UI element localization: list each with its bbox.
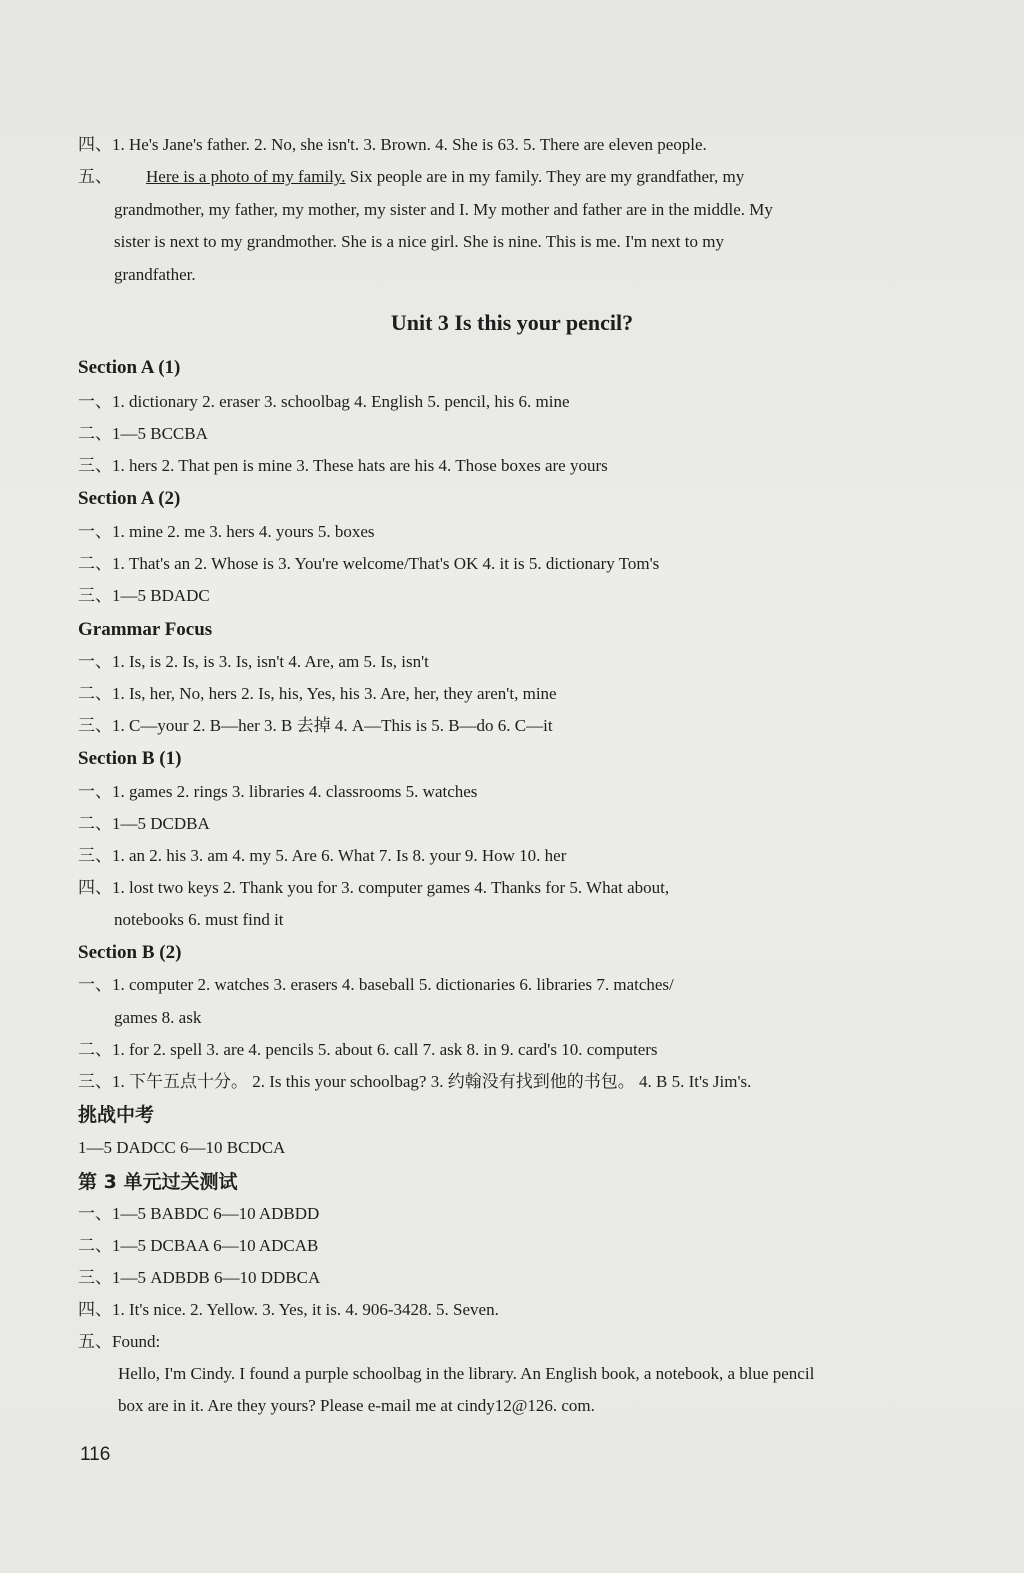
a1-line2: 二、1—5 BCCBA [78, 424, 208, 443]
test-line2: 二、1—5 DCBAA 6—10 ADCAB [78, 1236, 319, 1255]
a2-line2: 二、1. That's an 2. Whose is 3. You're welcome/That's OK 4. it is 5. dictionary Tom's [78, 554, 660, 573]
b1-line3: 三、1. an 2. his 3. am 4. my 5. Are 6. What 7. Is 8. your 9. How 10. her [78, 846, 567, 865]
unit-test-heading: 第 3 单元过关测试 [78, 1171, 238, 1193]
b1-line2: 二、1—5 DCDBA [78, 814, 210, 833]
test-line4: 四、1. It's nice. 2. Yellow. 3. Yes, it is. 4. 906-3428. 5. Seven. [78, 1300, 499, 1319]
b2-line1: 一、1. computer 2. watches 3. erasers 4. baseball 5. dictionaries 6. libraries 7. matches/ [78, 975, 674, 994]
gf-line2: 二、1. Is, her, No, hers 2. Is, his, Yes, his 3. Are, her, they aren't, mine [78, 684, 557, 703]
a1-line3: 三、1. hers 2. That pen is mine 3. These hats are his 4. Those boxes are yours [78, 456, 608, 475]
zk-line1: 1—5 DADCC 6—10 BCDCA [78, 1138, 286, 1157]
top-s5-line1 [78, 166, 978, 188]
page-number: 116 [80, 1444, 111, 1465]
b2-line4: 三、1. 下午五点十分。 2. Is this your schoolbag? 3. 约翰没有找到他的书包。 4. B 5. It's Jim's. [78, 1072, 752, 1091]
section-b1-heading: Section B (1) [78, 748, 182, 769]
section-a2-heading: Section A (2) [78, 488, 181, 509]
b1-line5: notebooks 6. must find it [114, 910, 284, 929]
unit-title: Unit 3 Is this your pencil? [390, 310, 634, 335]
b1-line4: 四、1. lost two keys 2. Thank you for 3. computer games 4. Thanks for 5. What about, [78, 878, 670, 897]
gf-line1: 一、1. Is, is 2. Is, is 3. Is, isn't 4. Are, am 5. Is, isn't [78, 652, 429, 671]
grammar-focus-heading: Grammar Focus [78, 619, 213, 640]
b2-line2: games 8. ask [114, 1008, 202, 1027]
section-a1-heading: Section A (1) [78, 357, 181, 378]
top-s5-line2: grandmother, my father, my mother, my sister and I. My mother and father are in the middle. My [114, 200, 773, 219]
s5-label: 五、 [78, 167, 112, 186]
top-s5-line4: grandfather. [114, 265, 196, 284]
test-line5: 五、Found: [78, 1332, 161, 1351]
test-line1: 一、1—5 BABDC 6—10 ADBDD [78, 1204, 320, 1223]
a2-line3: 三、1—5 BDADC [78, 586, 210, 605]
a2-line1: 一、1. mine 2. me 3. hers 4. yours 5. boxes [78, 522, 375, 541]
a1-line1: 一、1. dictionary 2. eraser 3. schoolbag 4. English 5. pencil, his 6. mine [78, 392, 570, 411]
test-line7: box are in it. Are they yours? Please e-mail me at cindy12@126. com. [118, 1396, 595, 1415]
zhongkao-heading: 挑战中考 [78, 1104, 155, 1126]
test-line6: Hello, I'm Cindy. I found a purple schoolbag in the library. An English book, a notebook, a blue pencil [118, 1364, 815, 1383]
s5-underlined-sentence: Here is a photo of my family. [146, 167, 346, 186]
section-b2-heading: Section B (2) [78, 942, 182, 963]
gf-line3: 三、1. C—your 2. B—her 3. B 去掉 4. A—This is 5. B—do 6. C—it [78, 716, 553, 735]
b2-line3: 二、1. for 2. spell 3. are 4. pencils 5. about 6. call 7. ask 8. in 9. card's 10. computers [78, 1040, 658, 1059]
b1-line1: 一、1. games 2. rings 3. libraries 4. classrooms 5. watches [78, 782, 478, 801]
top-s5-line3: sister is next to my grandmother. She is a nice girl. She is nine. This is me. I'm next to my [114, 232, 724, 251]
test-line3: 三、1—5 ADBDB 6—10 DDBCA [78, 1268, 321, 1287]
s5-rest1: Six people are in my family. They are my grandfather, my [345, 167, 745, 186]
top-s4: 四、1. He's Jane's father. 2. No, she isn't. 3. Brown. 4. She is 63. 5. There are eleven people. [78, 135, 707, 154]
